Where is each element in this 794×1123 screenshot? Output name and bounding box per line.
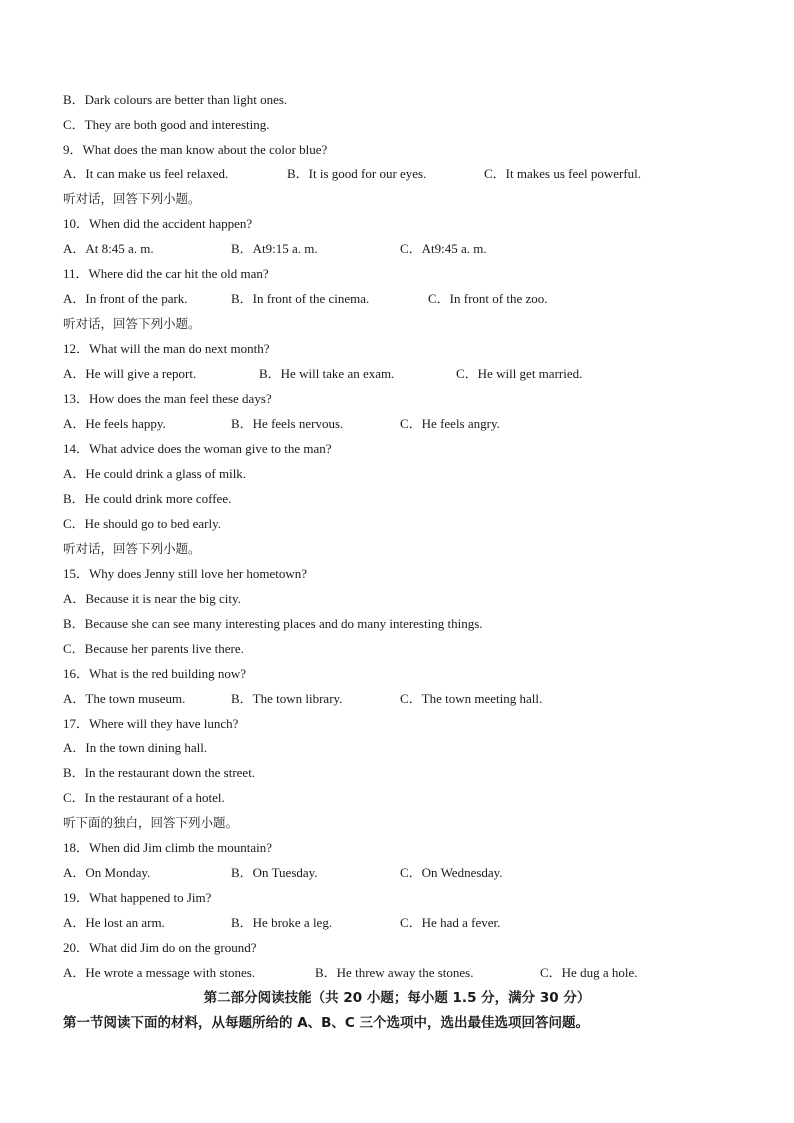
q15-option-c: C．Because her parents live there. xyxy=(63,641,244,656)
q19-option-a: A．He lost an arm. xyxy=(63,915,165,930)
section1-instruction: 第一节阅读下面的材料，从每题所给的 A、B、C 三个选项中，选出最佳选项回答问题。 xyxy=(63,1015,590,1031)
q10-question: 10．When did the accident happen? xyxy=(63,216,253,231)
q11-option-a: A．In front of the park. xyxy=(63,291,188,306)
q20-option-c: C．He dug a hole. xyxy=(540,965,638,980)
q15-option-b: B．Because she can see many interesting places and do many interesting things. xyxy=(63,616,483,631)
q12-option-b: B．He will take an exam. xyxy=(259,366,395,381)
q17-option-a: A．In the town dining hall. xyxy=(63,740,208,755)
q18-option-b: B．On Tuesday. xyxy=(231,865,318,880)
q19-option-b: B．He broke a leg. xyxy=(231,915,333,930)
q20-option-a: A．He wrote a message with stones. xyxy=(63,965,256,980)
q8-option-c: C．They are both good and interesting. xyxy=(63,117,270,132)
listening-instruction: 听对话，回答下列小题。 xyxy=(63,191,201,206)
q18-option-a: A．On Monday. xyxy=(63,865,151,880)
q13-option-c: C．He feels angry. xyxy=(400,416,500,431)
q9-option-a: A．It can make us feel relaxed. xyxy=(63,166,229,181)
q20-option-b: B．He threw away the stones. xyxy=(315,965,474,980)
q14-option-b: B．He could drink more coffee. xyxy=(63,491,232,506)
q14-option-c: C．He should go to bed early. xyxy=(63,516,222,531)
q11-option-c: C．In front of the zoo. xyxy=(428,291,548,306)
listening-instruction: 听下面的独白，回答下列小题。 xyxy=(63,815,239,830)
q16-option-b: B．The town library. xyxy=(231,691,343,706)
q10-option-c: C．At9:45 a. m. xyxy=(400,241,487,256)
q13-question: 13．How does the man feel these days? xyxy=(63,391,272,406)
q17-question: 17．Where will they have lunch? xyxy=(63,716,239,731)
q19-option-c: C．He had a fever. xyxy=(400,915,501,930)
q14-option-a: A．He could drink a glass of milk. xyxy=(63,466,247,481)
q19-question: 19．What happened to Jim? xyxy=(63,890,212,905)
q17-option-b: B．In the restaurant down the street. xyxy=(63,765,256,780)
q16-question: 16．What is the red building now? xyxy=(63,666,247,681)
q10-option-a: A．At 8:45 a. m. xyxy=(63,241,154,256)
listening-instruction: 听对话，回答下列小题。 xyxy=(63,316,201,331)
q13-option-a: A．He feels happy. xyxy=(63,416,166,431)
q12-option-a: A．He will give a report. xyxy=(63,366,197,381)
q10-option-b: B．At9:15 a. m. xyxy=(231,241,318,256)
q18-question: 18．When did Jim climb the mountain? xyxy=(63,840,273,855)
q20-question: 20．What did Jim do on the ground? xyxy=(63,940,257,955)
q16-option-c: C．The town meeting hall. xyxy=(400,691,543,706)
part2-heading: 第二部分阅读技能（共 20 小题；每小题 1.5 分，满分 30 分） xyxy=(203,990,591,1006)
q13-option-b: B．He feels nervous. xyxy=(231,416,344,431)
q12-question: 12．What will the man do next month? xyxy=(63,341,270,356)
q12-option-c: C．He will get married. xyxy=(456,366,583,381)
q18-option-c: C．On Wednesday. xyxy=(400,865,503,880)
q11-option-b: B．In front of the cinema. xyxy=(231,291,370,306)
q15-option-a: A．Because it is near the big city. xyxy=(63,591,241,606)
q15-question: 15．Why does Jenny still love her hometown? xyxy=(63,566,308,581)
q8-option-b: B．Dark colours are better than light ones. xyxy=(63,92,288,107)
q16-option-a: A．The town museum. xyxy=(63,691,186,706)
q9-option-c: C．It makes us feel powerful. xyxy=(484,166,642,181)
q11-question: 11．Where did the car hit the old man? xyxy=(63,266,269,281)
q14-question: 14．What advice does the woman give to the man? xyxy=(63,441,332,456)
q9-option-b: B．It is good for our eyes. xyxy=(287,166,427,181)
q9-question: 9．What does the man know about the color blue? xyxy=(63,142,328,157)
q17-option-c: C．In the restaurant of a hotel. xyxy=(63,790,225,805)
listening-instruction: 听对话，回答下列小题。 xyxy=(63,541,201,556)
